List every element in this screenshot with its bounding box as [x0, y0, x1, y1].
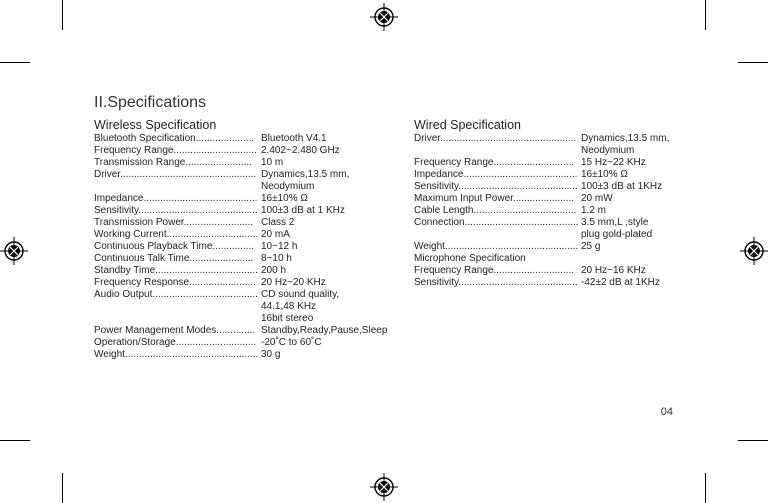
spec-label: Audio Output...................................... [94, 289, 258, 300]
spec-value: 1.2 m [581, 205, 607, 216]
spec-label: Driver................................................. [94, 169, 257, 180]
wireless-heading: Wireless Specification [94, 118, 217, 132]
crop-mark [0, 62, 30, 63]
registration-mark-icon [370, 3, 398, 31]
spec-label: Frequency Range............................. [414, 157, 575, 168]
spec-label: Working Current................................. [94, 229, 259, 240]
spec-value: plug gold-plated [581, 229, 653, 240]
spec-value: 8~10 h [261, 253, 292, 264]
spec-value: -20˚C to 60˚C [261, 337, 322, 348]
spec-value: 20 Hz~20 KHz [261, 277, 326, 288]
spec-label: Impedance......................................... [94, 193, 258, 204]
spec-label: Connection......................................... [414, 217, 579, 228]
spec-value: CD sound quality, [261, 289, 340, 300]
wireless-spec-list [94, 133, 404, 373]
spec-label: Frequency Range............................. [414, 265, 575, 276]
page-number: 04 [660, 406, 673, 418]
spec-value: 100±3 dB at 1KHz [581, 181, 663, 192]
crop-mark [705, 0, 706, 30]
spec-value: 200 h [261, 265, 287, 276]
spec-value: 25 g [581, 241, 601, 252]
spec-label: Sensitivity........................................... [414, 181, 578, 192]
spec-label: Driver................................................. [414, 133, 577, 144]
crop-mark [0, 440, 30, 441]
spec-label: Continuous Playback Time............... [94, 241, 255, 252]
spec-label: Standby Time..................................... [94, 265, 258, 276]
spec-label: Transmission Range........................ [94, 157, 253, 168]
spec-value: Dynamics,13.5 mm, [581, 133, 670, 144]
spec-value: Class 2 [261, 217, 295, 228]
spec-value: 20 mW [581, 193, 613, 204]
spec-label: Frequency Range.............................. [94, 145, 257, 156]
spec-label: Cable Length..................................... [414, 205, 577, 216]
spec-value: 15 Hz~22 KHz [581, 157, 646, 168]
spec-label: Bluetooth Specification..................... [94, 133, 255, 144]
spec-label: Sensitivity........................................... [94, 205, 258, 216]
spec-label: Weight................................................ [414, 241, 579, 252]
microphone-heading: Microphone Specification [414, 253, 526, 264]
spec-value: 2.402~2.480 GHz [261, 145, 340, 156]
spec-value: 44.1,48 KHz [261, 301, 317, 312]
crop-mark [62, 473, 63, 503]
crop-mark [62, 0, 63, 30]
crop-mark [738, 440, 768, 441]
spec-label: Operation/Storage............................. [94, 337, 257, 348]
crop-mark [705, 473, 706, 503]
spec-value: 100±3 dB at 1 KHz [261, 205, 345, 216]
spec-value: -42±2 dB at 1KHz [581, 277, 660, 288]
registration-mark-icon [740, 237, 768, 265]
spec-value: 10 m [261, 157, 284, 168]
spec-label: Power Management Modes.............. [94, 325, 256, 336]
crop-mark [738, 62, 768, 63]
spec-value: Standby,Ready,Pause,Sleep [261, 325, 388, 336]
spec-value: 20 Hz~16 KHz [581, 265, 646, 276]
spec-value: 3.5 mm,L ,style [581, 217, 649, 228]
registration-mark-icon [0, 237, 28, 265]
spec-label: Continuous Talk Time....................... [94, 253, 254, 264]
spec-value: 10~12 h [261, 241, 298, 252]
spec-label: Impedance......................................... [414, 169, 578, 180]
spec-value: 30 g [261, 349, 281, 360]
spec-label: Weight................................................ [94, 349, 259, 360]
spec-label: Sensitivity........................................... [414, 277, 578, 288]
spec-value: 16bit stereo [261, 313, 314, 324]
wired-heading: Wired Specification [414, 118, 521, 132]
spec-value: 20 mA [261, 229, 290, 240]
spec-value: 16±10% Ω [261, 193, 308, 204]
spec-value: Neodymium [581, 145, 635, 156]
spec-label: Frequency Response........................ [94, 277, 256, 288]
spec-value: Bluetooth V4.1 [261, 133, 327, 144]
spec-label: Maximum Input Power...................... [414, 193, 575, 204]
registration-mark-icon [370, 473, 398, 501]
spec-value: 16±10% Ω [581, 169, 628, 180]
wired-spec-list [414, 133, 694, 303]
spec-value: Neodymium [261, 181, 315, 192]
spec-value: Dynamics,13.5 mm, [261, 169, 350, 180]
page-title: II.Specifications [94, 94, 207, 111]
spec-label: Transmission Power......................... [94, 217, 254, 228]
